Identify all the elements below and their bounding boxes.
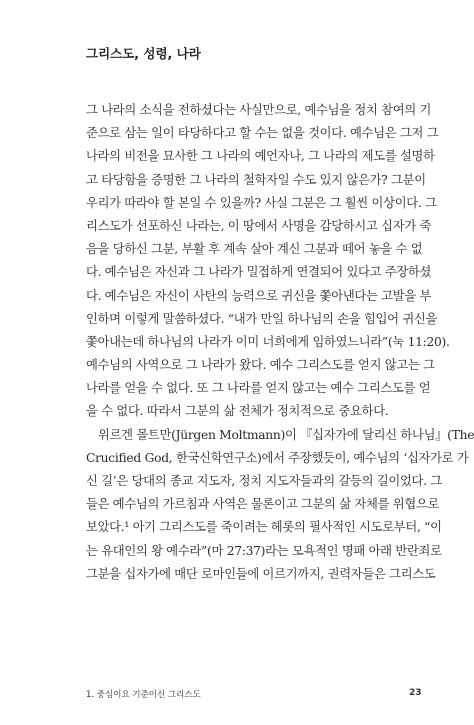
text-line: 리스도가 선포하신 나라는, 이 땅에서 사명을 감당하시고 십자가 죽 [86, 218, 432, 233]
text-line: 다. 예수님은 자신이 사탄의 능력으로 귀신을 쫓아낸다는 고발을 부 [86, 288, 432, 303]
text-line: 나라의 비전을 묘사한 그 나라의 예언자나, 그 나라의 제도를 설명하 [86, 149, 435, 164]
text-line: 다. 예수님은 자신과 그 나라가 밀접하게 연결되어 있다고 주장하셨 [86, 265, 432, 280]
text-line: 인하며 이렇게 말씀하셨다. “내가 만일 하나님의 손을 힘입어 귀신을 [86, 311, 438, 326]
text-line: 그 나라의 소식을 전하셨다는 사실만으로, 예수님을 정치 참여의 기 [86, 103, 432, 117]
footer-chapter-title: 1. 중심이요 기준이신 그리스도 [86, 690, 201, 700]
text-line: 위르겐 몰트만(Jürgen Moltmann)이 『십자가에 달리신 하나님』(The [98, 427, 474, 442]
text-line: 쫓아내는데 하나님의 나라가 이미 너희에게 임하였느니라”(눅 11:20). [86, 334, 450, 349]
text-line: 을 수 없다. 따라서 그분의 삶 전체가 정치적으로 중요하다. [86, 404, 389, 419]
text-line: 는 유대인의 왕 예수라”(마 27:37)라는 모욕적인 명패 아래 반란죄로 [86, 543, 442, 558]
body-text [86, 99, 474, 586]
text-line: 신 길’은 당대의 종교 지도자, 정치 지도자들과의 갈등의 길이었다. 그 [86, 474, 442, 488]
text-line: 나라를 얻을 수 없다. 또 그 나라를 얻지 않고는 예수 그리스도를 얻 [86, 381, 431, 396]
text-line: 예수님의 사역으로 그 나라가 왔다. 예수 그리스도를 얻지 않고는 그 [86, 358, 435, 373]
running-head: 그리스도, 성령, 나라 [86, 46, 201, 61]
text-line: 그분을 십자가에 매단 로마인들에 이르기까지, 권력자들은 그리스도 [86, 566, 436, 581]
page-number: 23 [409, 688, 422, 698]
text-line: Crucified God, 한국신학연구소)에서 주장했듯이, 예수님의 ‘십자가로 가 [86, 450, 469, 465]
text-line: 음을 당하신 그분, 부활 후 계속 살아 계신 그분과 떼어 놓을 수 없 [86, 242, 423, 257]
text-line: 보았다.¹ 아기 그리스도를 죽이려는 헤롯의 필사적인 시도로부터, “이 [86, 520, 442, 535]
text-line: 고 타당함을 증명한 그 나라의 철학자일 수도 있지 않은가? 그분이 [86, 172, 426, 187]
text-line: 준으로 삼는 일이 타당하다고 할 수는 없을 것이다. 예수님은 그저 그 [86, 126, 439, 141]
text-line: 들은 예수님의 가르침과 사역은 물론이고 그분의 삶 자체를 위협으로 [86, 497, 440, 512]
text-line: 우리가 따라야 할 본일 수 있을까? 사실 그분은 그 훨씬 이상이다. 그 [86, 195, 437, 210]
